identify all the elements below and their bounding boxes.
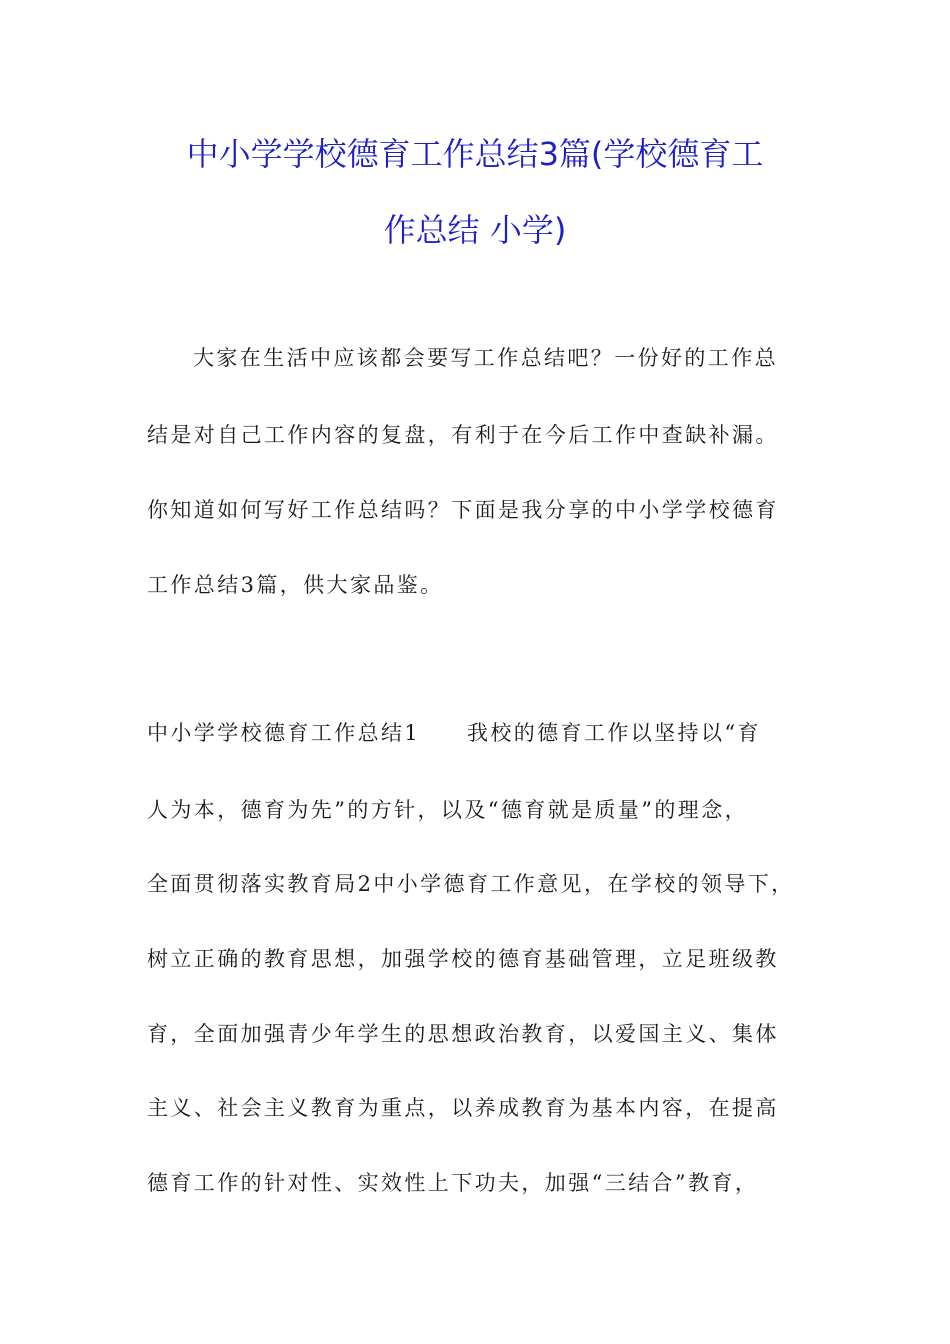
section-1-line: 全面贯彻落实教育局2中小学德育工作意见，在学校的领导下，: [147, 872, 795, 896]
intro-line: 工作总结3篇，供大家品鉴。: [147, 573, 444, 597]
section-1-line: 主义、社会主义教育为重点，以养成教育为基本内容，在提高: [147, 1096, 779, 1120]
section-1-line: 育，全面加强青少年学生的思想政治教育，以爱国主义、集体: [147, 1022, 779, 1046]
title-line: 作总结 小学): [383, 211, 567, 249]
document-title: [100, 116, 850, 268]
section-1-line: 人为本，德育为先”的方针，以及“德育就是质量”的理念，: [147, 798, 749, 822]
section-1-line: 树立正确的教育思想，加强学校的德育基础管理，立足班级教: [147, 947, 779, 971]
section-1-line: 德育工作的针对性、实效性上下功夫，加强“三结合”教育，: [147, 1171, 759, 1195]
intro-line: 大家在生活中应该都会要写工作总结吧？一份好的工作总: [193, 346, 778, 370]
intro-line: 你知道如何写好工作总结吗？下面是我分享的中小学学校德育: [147, 498, 779, 522]
section-1-line: 中小学学校德育工作总结1 我校的德育工作以坚持以“育: [147, 721, 761, 745]
intro-line: 结是对自己工作内容的复盘，有利于在今后工作中查缺补漏。: [147, 423, 779, 447]
title-line: 中小学学校德育工作总结3篇(学校德育工: [186, 135, 764, 173]
